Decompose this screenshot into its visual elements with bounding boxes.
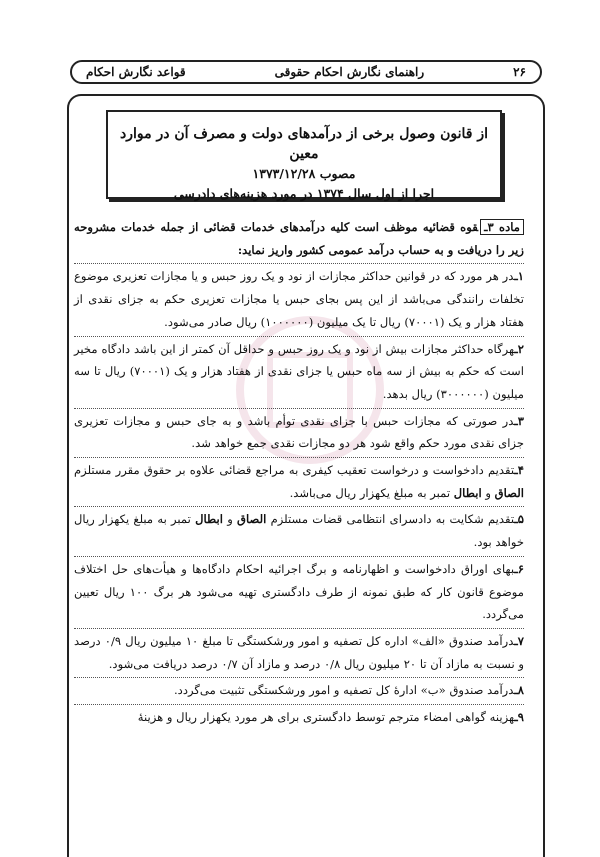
divider: [74, 556, 524, 557]
article-label: ماده ۳ـ: [480, 219, 524, 235]
book-title: راهنمای نگارش احکام حقوقی: [274, 65, 425, 79]
list-item: ۴ـتقدیم دادخواست و درخواست تعقیب کیفری به مراجع قضائی علاوه بر حقوق مقرر مستلزم الصاق و ابطال تمبر به مبلغ یکهزار ریال می‌باشد.: [74, 463, 524, 500]
article-text: قوه قضائیه موظف است کلیه درآمدهای خدمات قضائی از جمله خدمات مشروحه زیر را دریافت و به حساب درآمد عمومی کشور واریز نماید:: [74, 220, 524, 257]
divider: [74, 628, 524, 629]
title-line-2: مصوب ۱۳۷۳/۱۲/۲۸: [252, 166, 356, 181]
page-header: [70, 60, 542, 84]
divider: [74, 263, 524, 264]
list-item: ۵ـتقدیم شکایت به دادسرای انتظامی قضات مستلزم الصاق و ابطال تمبر به مبلغ یکهزار ریال خواهد بود.: [74, 512, 524, 550]
list-item: ۳ـدر صورتی که مجازات حبس با جزای نقدی توأم باشد و به جای حبس و مجازات تعزیری جزای نقدی مورد حکم واقع شود هر دو مجازات نقدی جمع خواهد شد.: [74, 413, 524, 451]
title-line-1: از قانون وصول برخی از درآمدهای دولت و مصرف آن در موارد معین: [119, 126, 489, 162]
list-item: ۲ـهرگاه حداکثر مجازات بیش از نود و یک روز حبس و حداقل آن کمتر از این باشد دادگاه مخیر است که حکم به بیش از سه ماه حبس یا جزای نقدی از هفتاد هزار و یک (۷۰۰۰۱) ریال تا سه میلیون (۳۰۰۰۰۰۰) ریال بدهد.: [74, 341, 524, 401]
divider: [74, 506, 524, 507]
list-item: ۱ـدر هر مورد که در قوانین حداکثر مجازات از نود و یک روز حبس و یا مجازات تعزیری موضوع تخلفات رانندگی می‌باشد از این پس بجای حبس یا مجازات تعزیری حکم به جزای نقدی از هفتاد هزار و یک (۷۰۰۰۱) ریال تا یک میلیون (۱۰۰۰۰۰۰) ریال صادر می‌شود.: [74, 269, 524, 329]
list-item: ۹ـهزینه گواهی امضاء مترجم توسط دادگستری برای هر مورد یکهزار ریال و هزینهٔ: [137, 710, 524, 725]
title-box: [106, 110, 502, 199]
article-paragraph: [74, 216, 524, 261]
page-number: ۲۶: [513, 65, 526, 79]
divider: [74, 677, 524, 678]
list-item: ۷ـدرآمد صندوق «الف» اداره کل تصفیه و امور ورشکستگی تا مبلغ ۱۰ میلیون ریال ۰/۹ درصد و نسبت به مازاد آن تا ۲۰ میلیون ریال ۰/۸ درصد و مازاد آن ۰/۷ درصد دریافت می‌شود.: [74, 633, 524, 671]
title-line-3: اجرا از اول سال ۱۳۷۴ در مورد هزینه‌های دادرسی: [173, 186, 435, 201]
list-item: ۶ـبهای اوراق دادخواست و اظهارنامه و برگ اجرائیه احکام دادگاه‌ها و هیأت‌های حل اختلاف موضوع قانون کار که طبق نمونه از طرف دادگستری تهیه می‌شود هر برگ ۱۰۰ ریال تعیین می‌گردد.: [74, 561, 525, 622]
divider: [74, 408, 524, 409]
list-item: ۸ـدرآمد صندوق «ب» ادارهٔ کل تصفیه و امور ورشکستگی تثبیت می‌گردد.: [173, 683, 524, 698]
document-body: [74, 216, 524, 729]
divider: [74, 457, 524, 458]
divider: [74, 336, 524, 337]
chapter-title: قواعد نگارش احکام: [86, 65, 186, 79]
divider: [74, 704, 524, 705]
